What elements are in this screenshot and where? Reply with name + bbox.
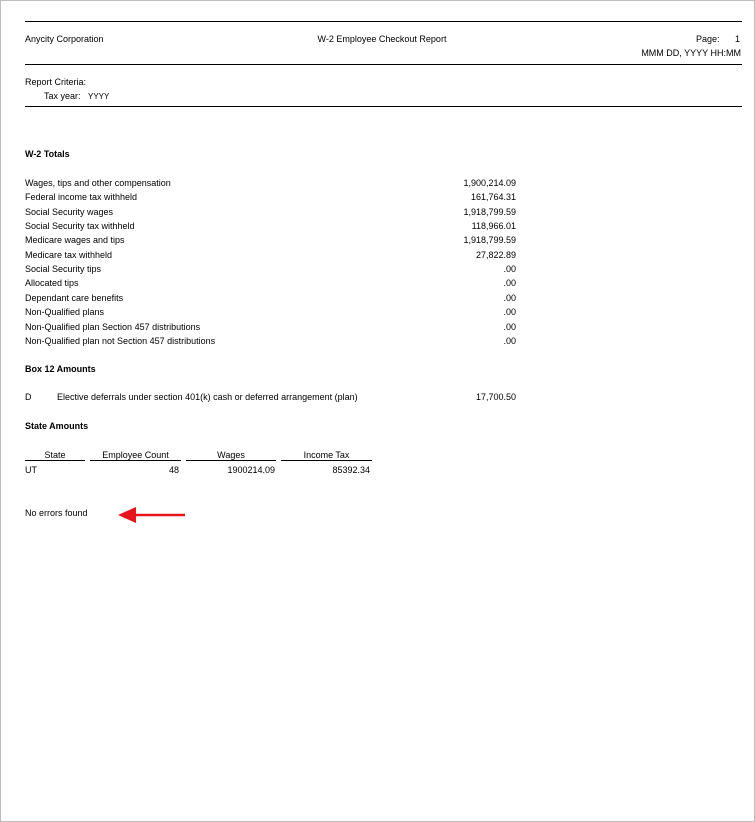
- tax-year-value: YYYY: [88, 92, 110, 101]
- w2-total-label: Wages, tips and other compensation: [25, 178, 171, 188]
- report-title: W-2 Employee Checkout Report: [317, 34, 447, 44]
- w2-total-value: .00: [503, 292, 516, 303]
- w2-total-row: [25, 235, 516, 249]
- state-amounts-heading: State Amounts: [25, 421, 89, 431]
- tax-year-label: Tax year:: [44, 91, 81, 101]
- w2-total-row: [25, 307, 516, 321]
- w2-total-label: Federal income tax withheld: [25, 192, 138, 203]
- state-cell-income-tax: 85392.34: [332, 465, 370, 475]
- w2-total-value: .00: [503, 335, 516, 346]
- w2-total-row: [25, 221, 516, 235]
- header-top-rule: [25, 21, 742, 22]
- box12-amount: 17,700.50: [475, 392, 516, 402]
- w2-total-label: Non-Qualified plan Section 457 distributions: [25, 321, 201, 332]
- box12-description: Elective deferrals under section 401(k) cash or deferred arrangement (plan): [57, 392, 358, 402]
- header-bottom-rule: [25, 64, 742, 65]
- w2-total-row: [25, 264, 516, 278]
- w2-total-row: [25, 178, 516, 192]
- col-header-income-tax: Income Tax: [281, 450, 372, 461]
- col-header-state: State: [25, 450, 85, 461]
- state-cell-state: UT: [25, 465, 37, 475]
- w2-total-value: 1,918,799.59: [463, 206, 516, 217]
- w2-total-value: 1,918,799.59: [463, 235, 516, 246]
- w2-total-row: [25, 322, 516, 336]
- left-arrow-icon: [116, 505, 188, 525]
- w2-total-row: [25, 278, 516, 292]
- w2-total-value: 27,822.89: [475, 249, 516, 260]
- report-datetime: MMM DD, YYYY HH:MM: [641, 48, 741, 58]
- col-header-wages: Wages: [186, 450, 276, 461]
- w2-total-label: Social Security tips: [25, 264, 102, 275]
- box12-code: D: [25, 392, 32, 402]
- state-cell-wages: 1900214.09: [227, 465, 275, 475]
- w2-total-value: .00: [503, 278, 516, 289]
- w2-total-row: [25, 293, 516, 307]
- w2-total-value: .00: [503, 264, 516, 275]
- status-message: No errors found: [25, 508, 88, 518]
- box12-heading: Box 12 Amounts: [25, 364, 96, 374]
- w2-total-label: Medicare tax withheld: [25, 249, 113, 260]
- page-number: 1: [734, 34, 740, 44]
- w2-total-label: Social Security tax withheld: [25, 221, 135, 232]
- w2-total-label: Allocated tips: [25, 278, 79, 289]
- w2-total-value: .00: [503, 321, 516, 332]
- col-header-employee-count: Employee Count: [90, 450, 181, 461]
- company-name: Anycity Corporation: [25, 34, 104, 44]
- w2-total-value: .00: [503, 307, 516, 318]
- w2-total-label: Non-Qualified plans: [25, 307, 105, 318]
- criteria-heading: Report Criteria:: [25, 77, 87, 87]
- w2-total-row: [25, 336, 516, 350]
- page-label: Page:: [696, 34, 720, 44]
- w2-total-label: Dependant care benefits: [25, 292, 124, 303]
- w2-total-value: 161,764.31: [470, 192, 516, 203]
- w2-total-value: 118,966.01: [471, 221, 516, 232]
- w2-total-label: Medicare wages and tips: [25, 235, 125, 246]
- w2-total-label: Non-Qualified plan not Section 457 distributions: [25, 335, 216, 346]
- criteria-bottom-rule: [25, 106, 742, 107]
- w2-total-row: [25, 250, 516, 264]
- w2-total-row: [25, 207, 516, 221]
- w2-total-row: [25, 192, 516, 206]
- state-cell-employee-count: 48: [168, 465, 179, 475]
- w2-total-label: Social Security wages: [25, 206, 114, 217]
- w2-totals-heading: W-2 Totals: [25, 149, 70, 159]
- w2-total-value: 1,900,214.09: [463, 178, 516, 188]
